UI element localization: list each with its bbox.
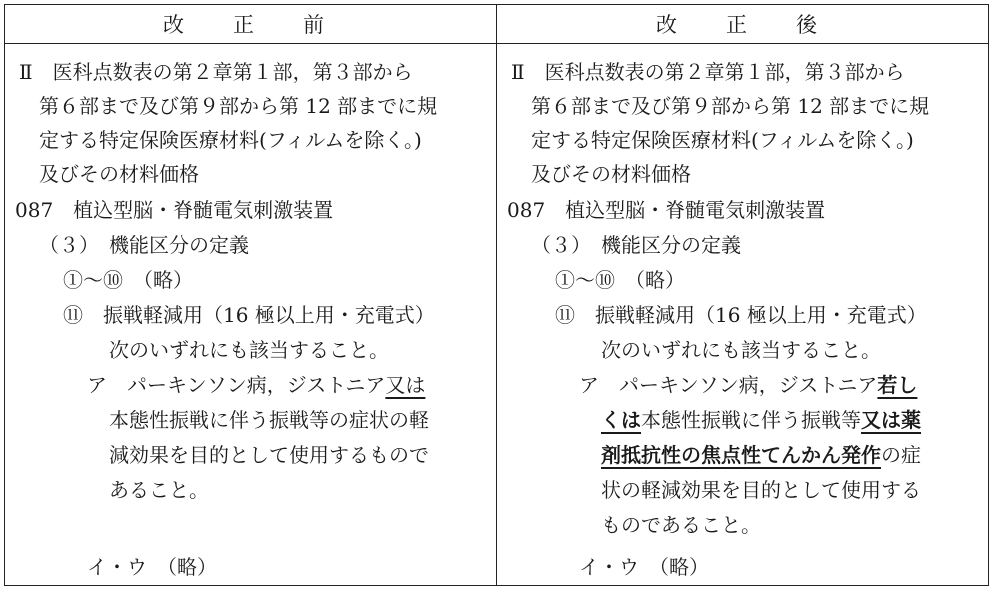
items-1-10-omitted: ①～⑩ （略） [63, 268, 193, 292]
changed-text: 剤抵抗性の焦点性てんかん発作 [601, 443, 881, 467]
clause-a-line-3: 剤抵抗性の焦点性てんかん発作の症 [601, 443, 921, 467]
clause-i-u-omitted: イ・ウ （略） [579, 555, 709, 579]
clause-a-line-1: ア パーキンソン病，ジストニア若し [579, 373, 918, 397]
subsection-3: （３） 機能区分の定義 [39, 233, 249, 257]
subsection-3: （３） 機能区分の定義 [531, 233, 741, 257]
section-line-2: 第６部まで及び第９部から第 12 部までに規 [39, 94, 438, 118]
changed-text: 又は薬 [861, 408, 921, 432]
header-after: 改 正 後 [656, 13, 831, 37]
clause-a-line-2: 本態性振戦に伴う振戦等の症状の軽 [109, 408, 429, 432]
section-line-1: Ⅱ 医科点数表の第２章第１部，第３部から [19, 60, 413, 84]
changed-text: 又は [385, 373, 426, 397]
section-line-3: 定する特定保険医療材料(フィルムを除く。) [531, 128, 914, 152]
item-11: ⑪ 振戦軽減用（16 極以上用・充電式） [555, 303, 927, 327]
clause-a-line-5: ものであること。 [601, 513, 761, 537]
section-line-1: Ⅱ 医科点数表の第２章第１部，第３部から [511, 60, 905, 84]
item-087: 087 植込型脳・脊髄電気刺激装置 [507, 198, 826, 222]
comparison-table [4, 4, 989, 586]
item-11-description: 次のいずれにも該当すること。 [601, 338, 881, 362]
section-line-3: 定する特定保険医療材料(フィルムを除く。) [39, 128, 422, 152]
clause-a-line-4: 状の軽減効果を目的として使用する [601, 478, 921, 502]
header-before: 改 正 前 [163, 13, 338, 37]
clause-a-line-4: あること。 [109, 478, 209, 502]
clause-a-line-3: 減効果を目的として使用するもので [109, 443, 429, 467]
changed-text: くは [601, 408, 641, 432]
clause-a-line-1: ア パーキンソン病，ジストニア又は [87, 373, 426, 397]
section-line-2: 第６部まで及び第９部から第 12 部までに規 [531, 94, 930, 118]
changed-text: 若し [877, 373, 918, 397]
section-line-4: 及びその材料価格 [531, 162, 691, 186]
item-11-description: 次のいずれにも該当すること。 [109, 338, 389, 362]
clause-a-line-2: くは本態性振戦に伴う振戦等又は薬 [601, 408, 921, 432]
item-087: 087 植込型脳・脊髄電気刺激装置 [15, 198, 334, 222]
column-divider [496, 5, 497, 585]
items-1-10-omitted: ①～⑩ （略） [555, 268, 685, 292]
item-11: ⑪ 振戦軽減用（16 極以上用・充電式） [63, 303, 435, 327]
section-line-4: 及びその材料価格 [39, 162, 199, 186]
clause-i-u-omitted: イ・ウ （略） [87, 555, 217, 579]
